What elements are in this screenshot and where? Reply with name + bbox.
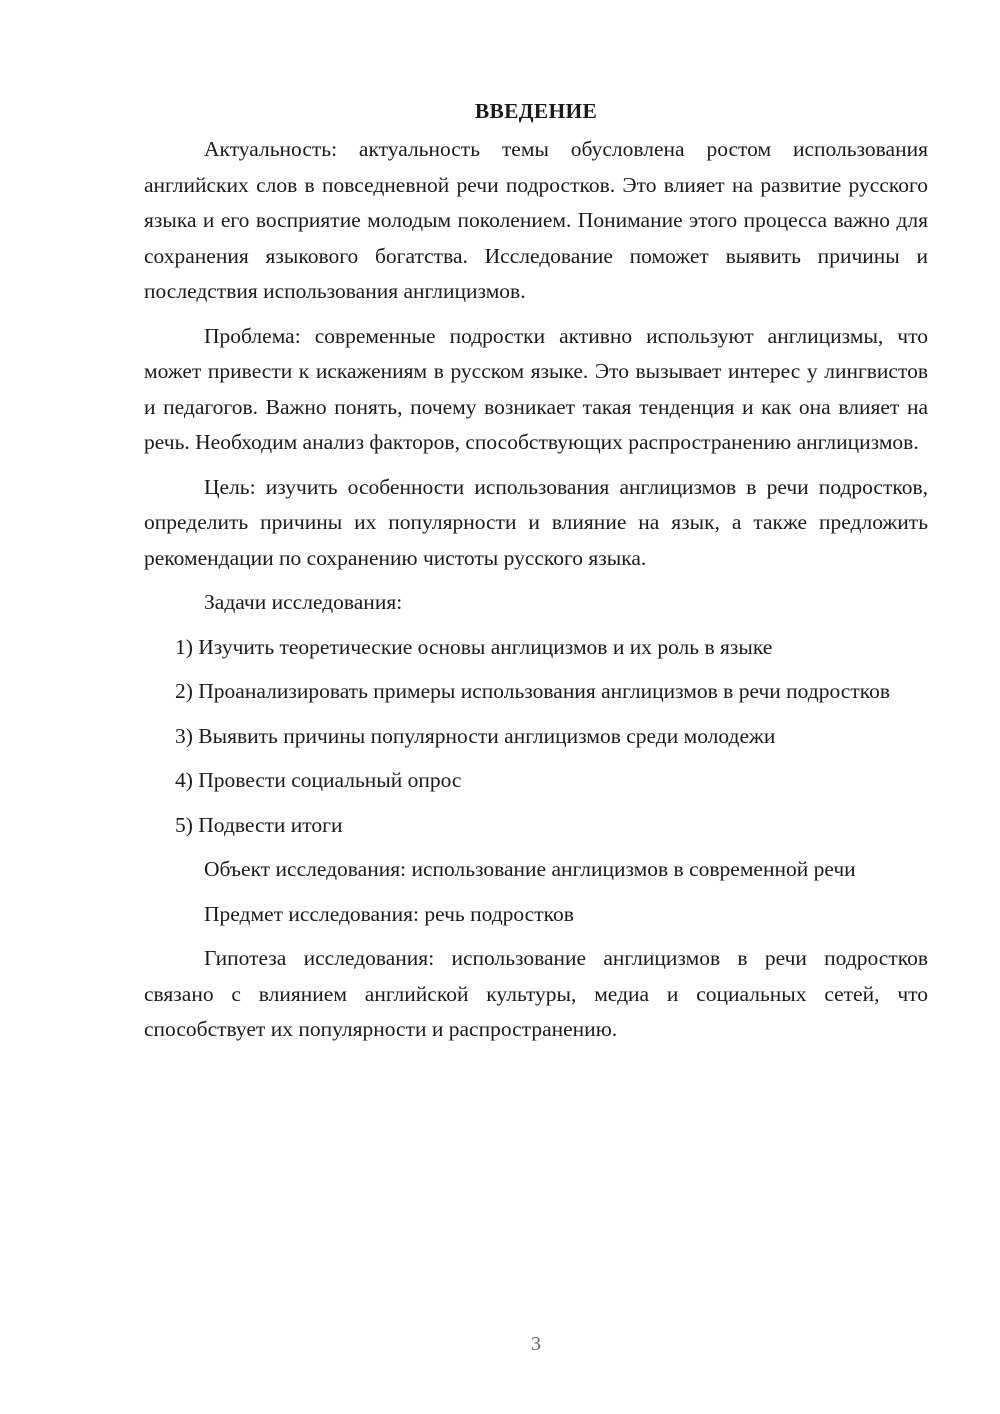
page-number: 3 — [531, 1333, 541, 1355]
list-item: 4) Провести социальный опрос — [175, 768, 462, 792]
list-item: 1) Изучить теоретические основы англицизмов и их роль в языке — [175, 634, 773, 659]
document-page — [144, 94, 928, 1057]
page-title: ВВЕДЕНИЕ — [474, 99, 598, 123]
hypothesis-paragraph: Гипотеза исследования: использование англицизмов в речи подростков связано с влиянием английской культуры, медиа и социальных сетей, что способствует их популярности и распространению. — [144, 946, 928, 1041]
problem-paragraph: Проблема: современные подростки активно используют англицизмы, что может привести к искажениям в русском языке. Это вызывает интерес у лингвистов и педагогов. Важно понять, почему возникает такая тенденция и как она влияет на речь. Необходим анализ факторов, способствующих распространению англицизмов. — [144, 323, 928, 454]
relevance-paragraph: Актуальность: актуальность темы обусловлена ростом использования английских слов в повседневной речи подростков. Это влияет на развитие русского языка и его восприятие молодым поколением. Понимание этого процесса важно для сохранения языкового богатства. Исследование поможет выявить причины и последствия использования англицизмов. — [144, 137, 928, 303]
goal-paragraph: Цель: изучить особенности использования англицизмов в речи подростков, определить причины их популярности и влияние на язык, а также предложить рекомендации по сохранению чистоты русского языка. — [144, 474, 928, 570]
list-item: 2) Проанализировать примеры использования англицизмов в речи подростков — [175, 679, 890, 703]
list-item: 5) Подвести итоги — [175, 812, 343, 837]
tasks-list — [144, 630, 928, 844]
subject-paragraph: Предмет исследования: речь подростков — [204, 901, 574, 926]
tasks-heading: Задачи исследования: — [204, 590, 403, 614]
list-item: 3) Выявить причины популярности англицизмов среди молодежи — [175, 723, 776, 748]
object-paragraph: Объект исследования: использование англицизмов в современной речи — [204, 857, 856, 881]
